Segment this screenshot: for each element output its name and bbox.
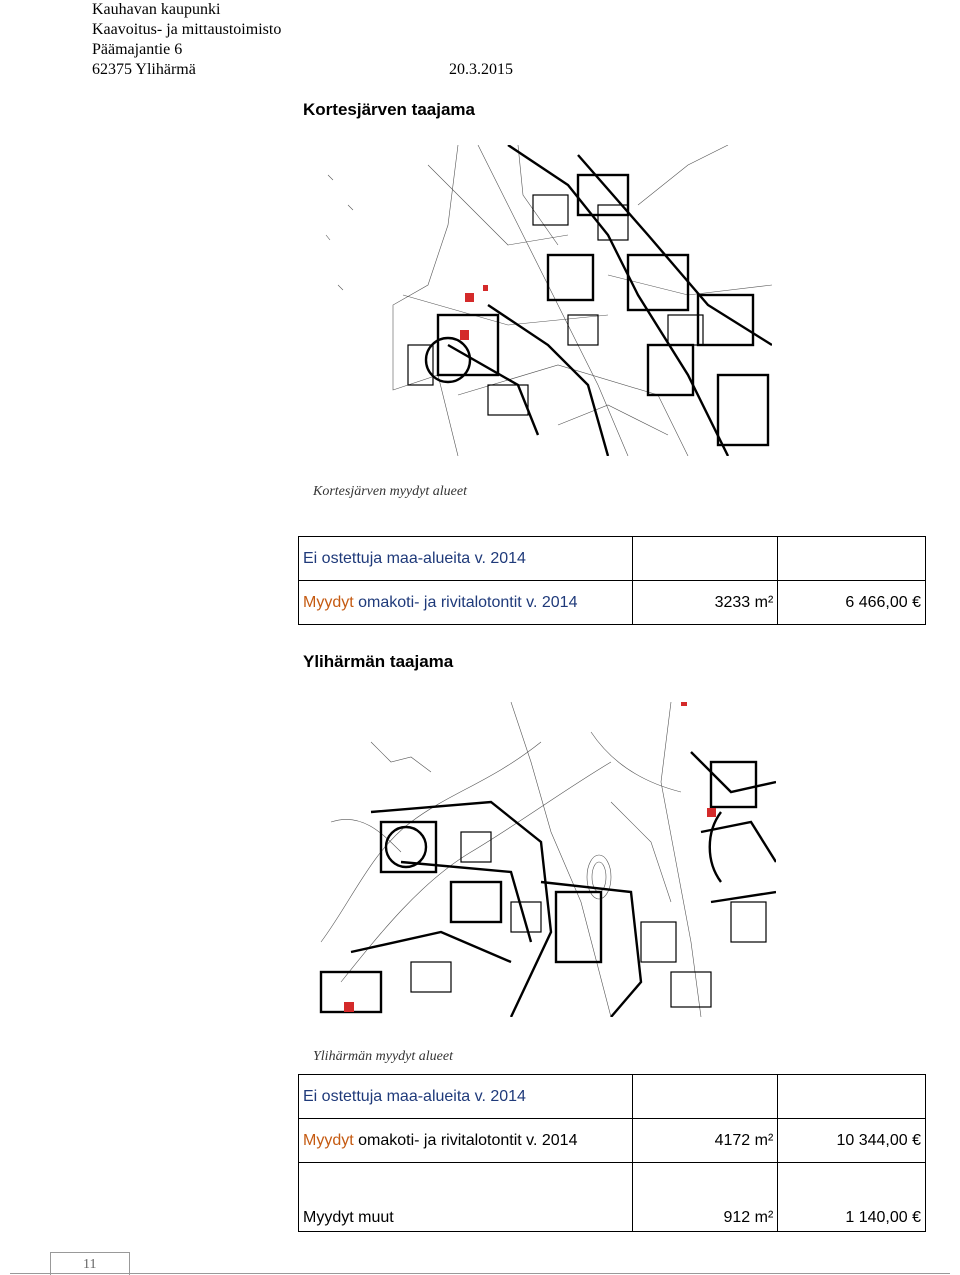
price-value: 6 466,00 € — [778, 581, 926, 625]
row-label: Myydyt muut — [299, 1163, 633, 1232]
page-number-box — [50, 1252, 130, 1275]
sold-plot-marker — [681, 702, 687, 706]
row-label — [299, 581, 633, 625]
map-caption-ylihärmä: Ylihärmän myydyt alueet — [313, 1049, 453, 1064]
sold-plot-marker — [460, 330, 469, 340]
row-label: Ei ostettuja maa-alueita v. 2014 — [299, 1075, 633, 1119]
org-name: Kauhavan kaupunki — [92, 1, 221, 18]
table-row — [299, 1075, 926, 1119]
map-ylihärmä — [311, 702, 776, 1017]
sold-plot-marker — [483, 285, 488, 291]
sold-plot-marker — [707, 808, 716, 817]
department: Kaavoitus- ja mittaustoimisto — [92, 21, 282, 38]
sold-plot-marker — [465, 293, 474, 302]
street-address: Päämajantie 6 — [92, 41, 183, 58]
area-value: 912 m² — [632, 1163, 778, 1232]
page-number: 11 — [83, 1257, 97, 1272]
summary-table-kortesjarvi — [298, 536, 926, 625]
row-label: Ei ostettuja maa-alueita v. 2014 — [299, 537, 633, 581]
table-row — [299, 1163, 926, 1232]
sold-description: omakoti- ja rivitalotontit v. 2014 — [353, 593, 578, 611]
row-label — [299, 1119, 633, 1163]
map-caption-kortesjarvi: Kortesjärven myydyt alueet — [313, 484, 467, 499]
price-value: 1 140,00 € — [778, 1163, 926, 1232]
table-row — [299, 1119, 926, 1163]
summary-table-ylihärmä — [298, 1074, 926, 1232]
price-value: 10 344,00 € — [778, 1119, 926, 1163]
sold-label: Myydyt — [303, 593, 354, 611]
section-title-kortesjarvi: Kortesjärven taajama — [303, 100, 475, 119]
sold-description: omakoti- ja rivitalotontit v. 2014 — [353, 1131, 578, 1149]
area-value: 4172 m² — [632, 1119, 778, 1163]
sold-plot-marker — [344, 1002, 354, 1012]
map-kortesjarvi — [308, 145, 772, 456]
table-row — [299, 581, 926, 625]
postal-address: 62375 Ylihärmä — [92, 61, 196, 78]
section-title-ylihärmä: Ylihärmän taajama — [303, 652, 454, 671]
table-row — [299, 537, 926, 581]
document-date: 20.3.2015 — [449, 61, 513, 78]
sold-label: Myydyt — [303, 1131, 354, 1149]
area-value: 3233 m² — [632, 581, 778, 625]
letterhead — [92, 0, 513, 80]
